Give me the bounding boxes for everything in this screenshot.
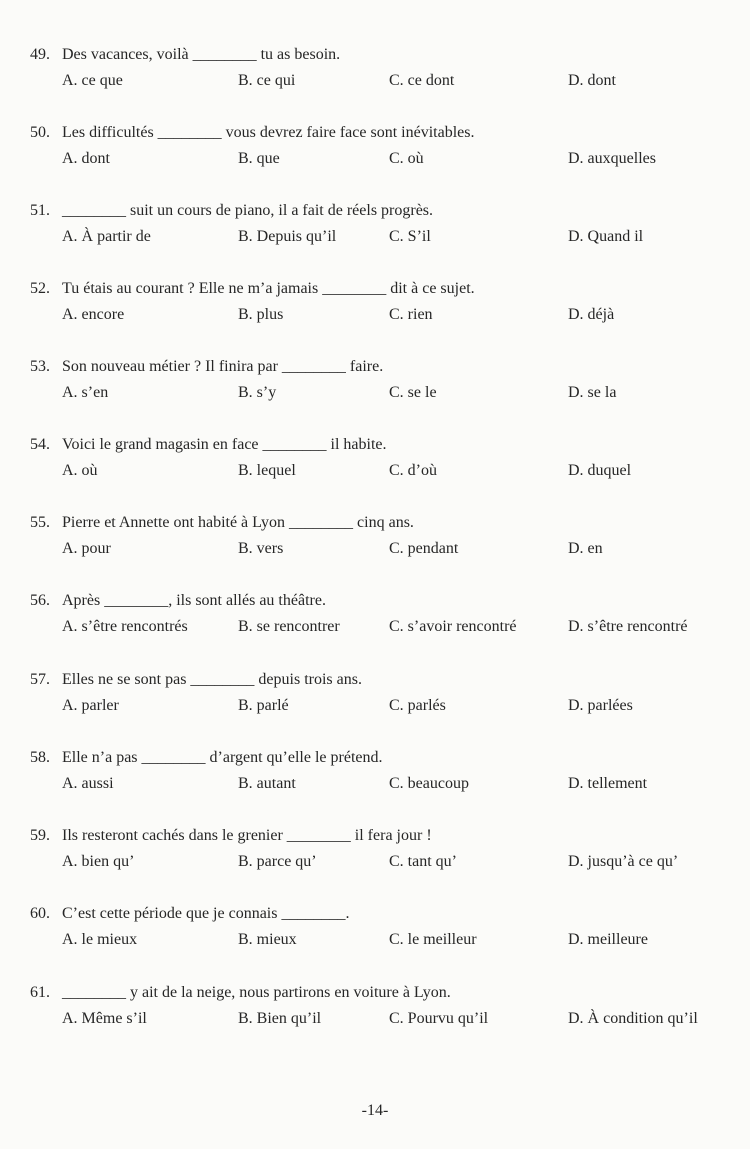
- option-d: D. meilleure: [568, 931, 648, 948]
- option-b: B. parlé: [238, 697, 289, 714]
- options-row: [62, 1009, 742, 1029]
- option-c: C. S’il: [389, 228, 431, 245]
- option-a: A. le mieux: [62, 931, 138, 948]
- question-number: 49.: [30, 46, 50, 63]
- option-d: D. auxquelles: [568, 150, 656, 167]
- option-d: D. s’être rencontré: [568, 618, 688, 635]
- question-stem: Des vacances, voilà ________ tu as besoin.: [62, 46, 341, 63]
- option-c: C. beaucoup: [389, 775, 469, 792]
- page-number: -14-: [361, 1102, 389, 1119]
- question-stem: ________ y ait de la neige, nous partirons en voiture à Lyon.: [62, 984, 451, 1001]
- option-d: D. À condition qu’il: [568, 1010, 698, 1027]
- option-a: A. dont: [62, 150, 110, 167]
- options-row: [62, 696, 742, 716]
- question-54: [30, 435, 730, 485]
- question-stem: Pierre et Annette ont habité à Lyon ________ cinq ans.: [62, 514, 414, 531]
- question-number: 60.: [30, 905, 50, 922]
- question-58: [30, 748, 730, 798]
- question-stem: C’est cette période que je connais ________.: [62, 905, 350, 922]
- option-c: C. Pourvu qu’il: [389, 1010, 489, 1027]
- option-c: C. tant qu’: [389, 853, 457, 870]
- options-row: [62, 461, 742, 481]
- question-number: 59.: [30, 827, 50, 844]
- option-a: A. parler: [62, 697, 119, 714]
- options-row: [62, 305, 742, 325]
- option-d: D. déjà: [568, 306, 615, 323]
- option-c: C. parlés: [389, 697, 446, 714]
- options-row: [62, 852, 742, 872]
- question-stem: Elle n’a pas ________ d’argent qu’elle le prétend.: [62, 749, 383, 766]
- question-number: 55.: [30, 514, 50, 531]
- question-stem: Après ________, ils sont allés au théâtre.: [62, 592, 326, 609]
- question-number: 53.: [30, 358, 50, 375]
- option-c: C. s’avoir rencontré: [389, 618, 517, 635]
- option-b: B. autant: [238, 775, 296, 792]
- question-56: [30, 591, 730, 641]
- question-stem: ________ suit un cours de piano, il a fait de réels progrès.: [62, 202, 434, 219]
- option-c: C. où: [389, 150, 424, 167]
- option-d: D. se la: [568, 384, 617, 401]
- option-d: D. en: [568, 540, 603, 557]
- option-a: A. s’être rencontrés: [62, 618, 188, 635]
- option-c: C. se le: [389, 384, 437, 401]
- option-a: A. où: [62, 462, 98, 479]
- question-52: [30, 279, 730, 329]
- option-d: D. duquel: [568, 462, 632, 479]
- option-b: B. plus: [238, 306, 284, 323]
- question-number: 51.: [30, 202, 50, 219]
- option-a: A. pour: [62, 540, 111, 557]
- option-c: C. rien: [389, 306, 433, 323]
- question-59: [30, 826, 730, 876]
- question-stem: Voici le grand magasin en face ________ il habite.: [62, 436, 387, 453]
- option-b: B. se rencontrer: [238, 618, 340, 635]
- options-row: [62, 71, 742, 91]
- option-c: C. pendant: [389, 540, 459, 557]
- option-b: B. ce qui: [238, 72, 296, 89]
- option-b: B. que: [238, 150, 280, 167]
- options-row: [62, 539, 742, 559]
- question-number: 50.: [30, 124, 50, 141]
- option-c: C. le meilleur: [389, 931, 477, 948]
- options-row: [62, 149, 742, 169]
- question-50: [30, 123, 730, 173]
- question-stem: Ils resteront cachés dans le grenier ________ il fera jour !: [62, 827, 432, 844]
- option-b: B. mieux: [238, 931, 297, 948]
- option-a: A. bien qu’: [62, 853, 135, 870]
- options-row: [62, 774, 742, 794]
- question-60: [30, 904, 730, 954]
- option-a: A. À partir de: [62, 228, 151, 245]
- question-51: [30, 201, 730, 251]
- question-number: 58.: [30, 749, 50, 766]
- option-b: B. parce qu’: [238, 853, 317, 870]
- option-d: D. parlées: [568, 697, 633, 714]
- question-55: [30, 513, 730, 563]
- option-a: A. ce que: [62, 72, 123, 89]
- question-49: [30, 45, 730, 95]
- question-number: 61.: [30, 984, 50, 1001]
- option-a: A. aussi: [62, 775, 114, 792]
- option-b: B. s’y: [238, 384, 277, 401]
- question-stem: Elles ne se sont pas ________ depuis trois ans.: [62, 671, 362, 688]
- option-d: D. tellement: [568, 775, 648, 792]
- option-a: A. s’en: [62, 384, 109, 401]
- option-a: A. encore: [62, 306, 125, 323]
- question-61: [30, 983, 730, 1033]
- question-number: 52.: [30, 280, 50, 297]
- options-row: [62, 617, 742, 637]
- option-d: D. dont: [568, 72, 616, 89]
- option-b: B. Depuis qu’il: [238, 228, 337, 245]
- question-stem: Les difficultés ________ vous devrez faire face sont inévitables.: [62, 124, 475, 141]
- option-c: C. d’où: [389, 462, 437, 479]
- question-stem: Tu étais au courant ? Elle ne m’a jamais ________ dit à ce sujet.: [62, 280, 475, 297]
- option-d: D. Quand il: [568, 228, 644, 245]
- option-b: B. lequel: [238, 462, 296, 479]
- options-row: [62, 227, 742, 247]
- question-stem: Son nouveau métier ? Il finira par ________ faire.: [62, 358, 384, 375]
- option-a: A. Même s’il: [62, 1010, 147, 1027]
- question-57: [30, 670, 730, 720]
- question-number: 57.: [30, 671, 50, 688]
- option-b: B. Bien qu’il: [238, 1010, 322, 1027]
- option-c: C. ce dont: [389, 72, 455, 89]
- options-row: [62, 383, 742, 403]
- option-b: B. vers: [238, 540, 284, 557]
- question-number: 56.: [30, 592, 50, 609]
- options-row: [62, 930, 742, 950]
- question-number: 54.: [30, 436, 50, 453]
- question-53: [30, 357, 730, 407]
- option-d: D. jusqu’à ce qu’: [568, 853, 679, 870]
